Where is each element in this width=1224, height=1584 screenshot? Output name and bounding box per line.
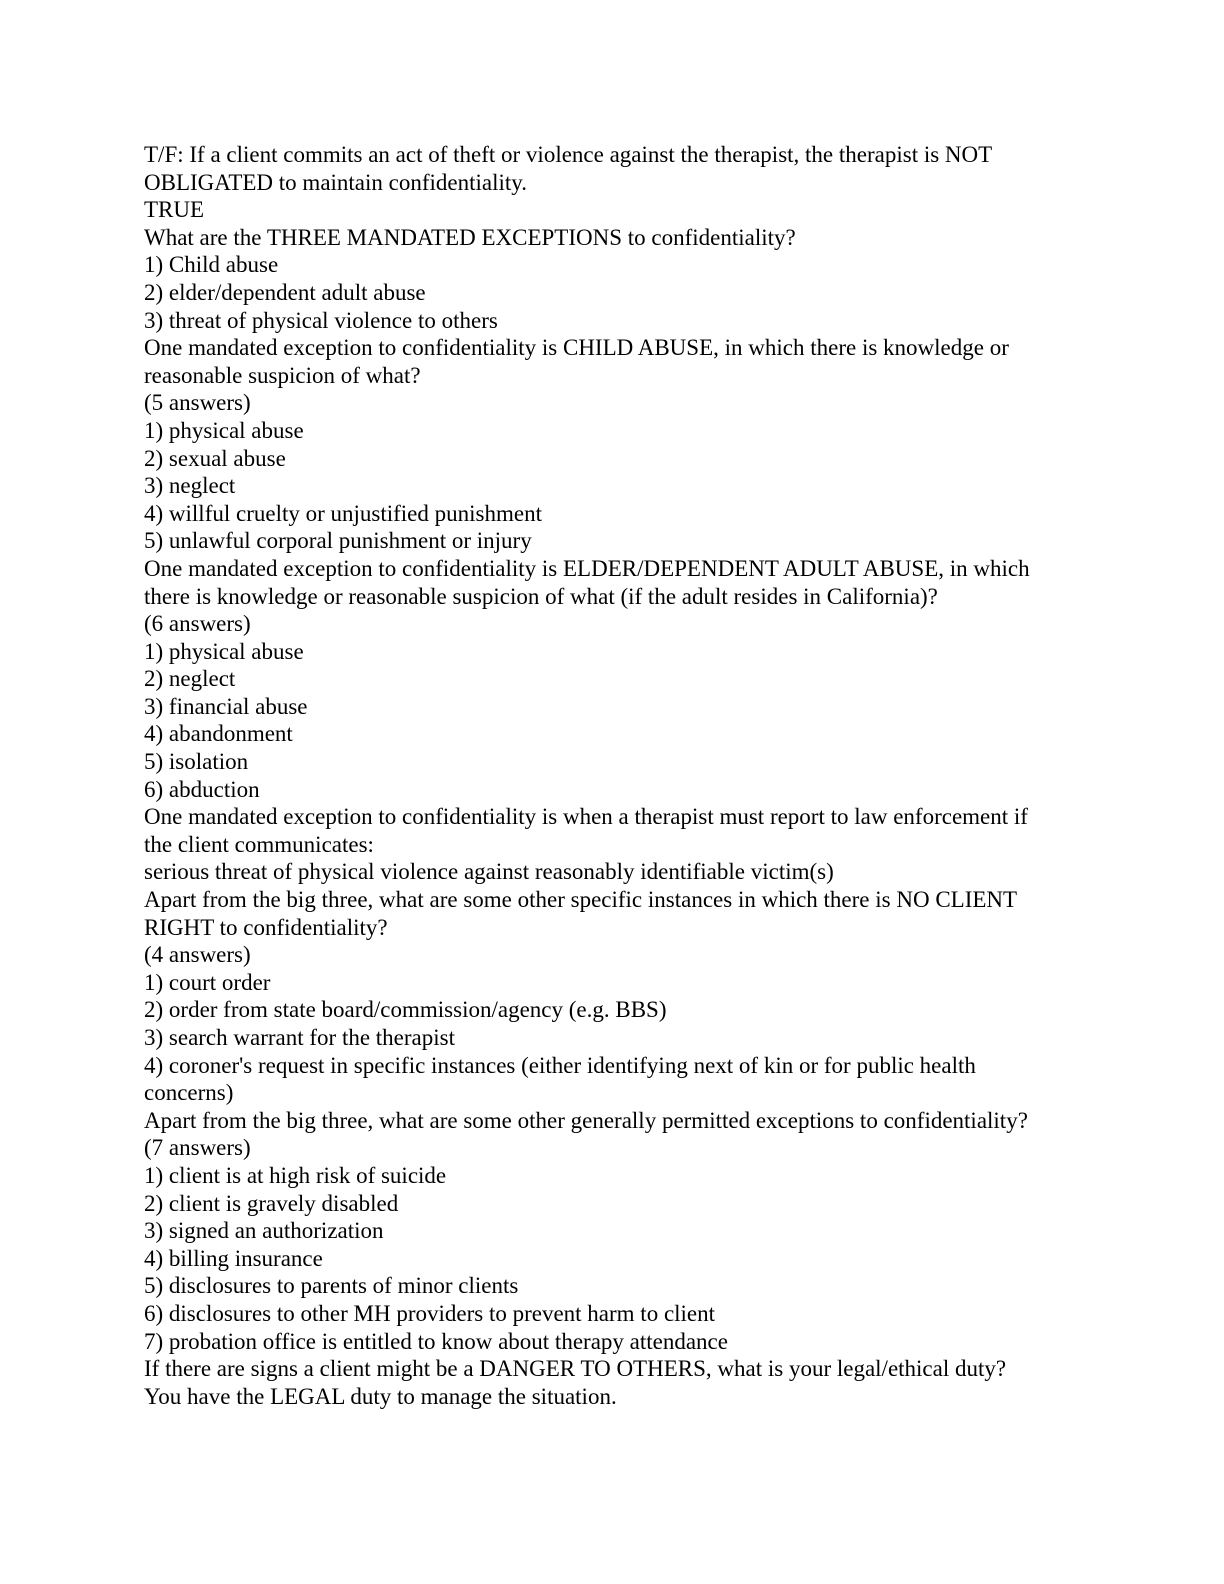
text-line: 6) abduction [144, 776, 260, 802]
text-line: RIGHT to confidentiality? [144, 914, 388, 940]
text-line: 1) client is at high risk of suicide [144, 1162, 447, 1188]
text-line: 1) court order [144, 969, 271, 995]
text-line: 2) sexual abuse [144, 445, 286, 471]
text-line: 2) neglect [144, 666, 236, 692]
text-line: 2) elder/dependent adult abuse [144, 279, 426, 305]
text-line: T/F: If a client commits an act of theft or violence against the therapist, the therapist is NOT [144, 142, 993, 167]
text-line: 5) isolation [144, 749, 249, 775]
text-line: 2) client is gravely disabled [144, 1190, 399, 1216]
text-line: One mandated exception to confidentiality is when a therapist must report to law enforcement if [144, 804, 1028, 830]
text-line: (6 answers) [144, 611, 251, 637]
text-line: serious threat of physical violence against reasonably identifiable victim(s) [144, 859, 834, 885]
text-line: TRUE [144, 197, 205, 223]
text-line: 4) willful cruelty or unjustified punishment [144, 500, 542, 526]
text-line: 1) physical abuse [144, 638, 304, 664]
text-line: 7) probation office is entitled to know about therapy attendance [144, 1328, 728, 1354]
text-line: Apart from the big three, what are some other generally permitted exceptions to confidentiality? [144, 1107, 1028, 1133]
text-line: 5) unlawful corporal punishment or injury [144, 528, 532, 554]
text-line: 4) billing insurance [144, 1245, 323, 1271]
text-line: (5 answers) [144, 390, 251, 416]
text-line: concerns) [144, 1080, 234, 1106]
text-line: there is knowledge or reasonable suspicion of what (if the adult resides in California)? [144, 583, 938, 609]
text-line: 3) financial abuse [144, 693, 308, 719]
text-line: 4) abandonment [144, 721, 293, 747]
text-line: What are the THREE MANDATED EXCEPTIONS to confidentiality? [144, 224, 796, 250]
text-line: 3) signed an authorization [144, 1218, 384, 1244]
text-line: the client communicates: [144, 831, 374, 857]
text-line: 6) disclosures to other MH providers to prevent harm to client [144, 1300, 716, 1326]
text-line: You have the LEGAL duty to manage the situation. [144, 1383, 617, 1409]
text-line: Apart from the big three, what are some other specific instances in which there is NO CLIENT [144, 887, 1018, 913]
text-line: 3) threat of physical violence to others [144, 307, 498, 333]
text-line: reasonable suspicion of what? [144, 362, 421, 388]
text-line: 1) Child abuse [144, 252, 279, 278]
text-line: (4 answers) [144, 942, 251, 968]
document-text-block [144, 141, 1084, 1410]
text-line: 3) neglect [144, 473, 236, 499]
text-line: One mandated exception to confidentiality is ELDER/DEPENDENT ADULT ABUSE, in which [144, 555, 1030, 581]
text-line: 3) search warrant for the therapist [144, 1025, 455, 1050]
text-line: (7 answers) [144, 1135, 251, 1161]
text-line: 4) coroner's request in specific instances (either identifying next of kin or for public health [144, 1052, 976, 1078]
text-line: OBLIGATED to maintain confidentiality. [144, 169, 528, 195]
text-line: 5) disclosures to parents of minor clients [144, 1273, 519, 1299]
text-line: 2) order from state board/commission/agency (e.g. BBS) [144, 997, 667, 1023]
text-line: One mandated exception to confidentiality is CHILD ABUSE, in which there is knowledge or [144, 335, 1009, 361]
text-line: 1) physical abuse [144, 417, 304, 443]
text-line: If there are signs a client might be a DANGER TO OTHERS, what is your legal/ethical duty? [144, 1356, 1007, 1382]
